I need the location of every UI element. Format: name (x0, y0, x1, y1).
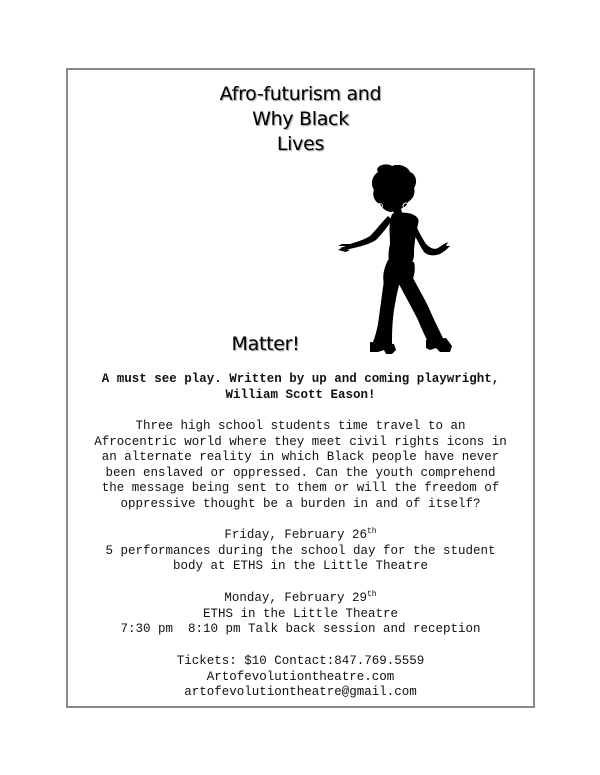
synopsis-line: been enslaved or oppressed. Can the youth comprehend (105, 465, 496, 480)
synopsis-line: an alternate reality in which Black people have never (101, 450, 500, 464)
event-time: 7:30 pm 8:10 pm Talk back session and reception (120, 622, 481, 636)
date-ordinal: th (366, 527, 377, 536)
title-line-1: Afro-futurism and (219, 83, 382, 105)
event-monday (68, 591, 533, 638)
tagline-line-2: William Scott Eason! (225, 387, 376, 402)
tagline (68, 372, 533, 403)
event-date-text: Monday, February 29 (224, 591, 367, 605)
event-date (68, 528, 533, 544)
event-detail: 5 performances during the school day for the student (105, 543, 496, 558)
website-text: Artofevolutiontheatre.com (206, 669, 395, 684)
event-location: ETHS in the Little Theatre (202, 606, 399, 621)
flyer-title (68, 82, 533, 157)
event-friday (68, 528, 533, 575)
contact-info (68, 654, 533, 701)
synopsis (68, 419, 533, 512)
title-line-4: Matter! (231, 333, 300, 355)
synopsis-line: the message being sent to them or will the freedom of (101, 481, 500, 495)
flyer-page (66, 68, 535, 708)
date-ordinal: th (366, 590, 377, 599)
dancing-woman-silhouette-icon (334, 164, 454, 356)
tagline-line-1: A must see play. Written by up and coming playwright, (101, 372, 500, 386)
synopsis-line: Three high school students time travel to an (135, 419, 466, 433)
title-line-2: Why Black (252, 108, 349, 130)
event-detail: body at ETHS in the Little Theatre (172, 559, 429, 573)
synopsis-line: oppressive thought be a burden in and of itself? (120, 496, 481, 511)
email-text: artofevolutiontheatre@gmail.com (184, 685, 417, 699)
synopsis-line: Afrocentric world where they meet civil rights icons in (94, 434, 507, 449)
event-date (68, 591, 533, 607)
title-line-3: Lives (276, 133, 325, 155)
tickets-contact: Tickets: $10 Contact:847.769.5559 (176, 654, 425, 668)
event-date-text: Friday, February 26 (224, 528, 367, 542)
